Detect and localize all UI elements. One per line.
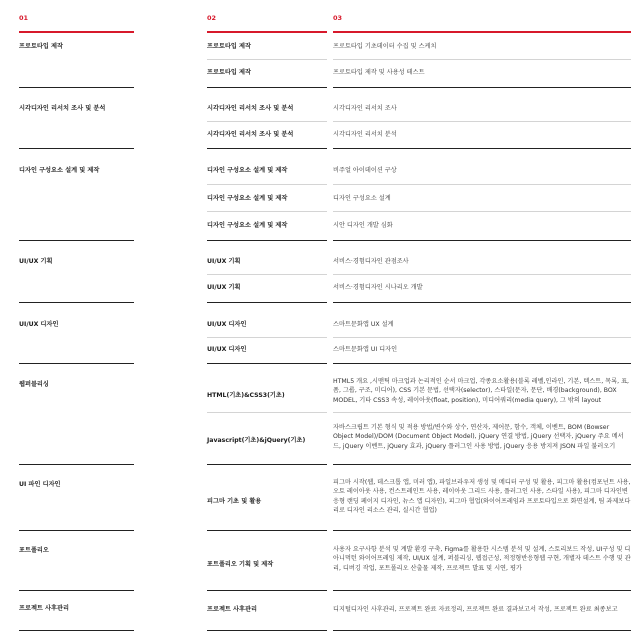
subcategory-divider bbox=[207, 302, 327, 303]
header-rule-03 bbox=[333, 31, 631, 33]
detail-item: 디자인 구성요소 설계 bbox=[333, 195, 391, 202]
category-divider bbox=[19, 87, 134, 88]
category-divider bbox=[19, 363, 134, 364]
subcategory-divider bbox=[207, 337, 327, 338]
detail-item: 스마트문화앱 UX 설계 bbox=[333, 321, 394, 328]
category-divider bbox=[19, 530, 134, 531]
category-divider bbox=[19, 240, 134, 241]
detail-item: 시안 디자인 개발 심화 bbox=[333, 222, 393, 229]
detail-divider bbox=[333, 211, 631, 212]
detail-divider bbox=[333, 630, 631, 631]
header-01: 01 bbox=[19, 14, 29, 22]
header-rule-01 bbox=[19, 31, 134, 33]
header-03: 03 bbox=[333, 14, 343, 22]
subcategory-divider bbox=[207, 363, 327, 364]
detail-divider bbox=[333, 464, 631, 465]
subcategory-divider bbox=[207, 121, 327, 122]
category-item: 프로토타입 제작 bbox=[19, 43, 63, 50]
detail-divider bbox=[333, 412, 631, 413]
detail-item: HTML5 개요 ,시맨틱 마크업과 논리적인 순서 마크업, 각종요소활용(블록 레벨,인라인, 기본, 텍스트, 목록, 표, 폼, 그룹, 구조, 미디어), CSS 기본 문법, 선택자(selector), 스타일(문자, 문단, 배경(background), BOX MODEL, 기타 CSS3 속성, 레이아웃(float, position), 미디어쿼리(media query), 그 밖의 layout bbox=[333, 378, 630, 404]
subcategory-divider bbox=[207, 630, 327, 631]
subcategory-item: 프로토타입 제작 bbox=[207, 43, 251, 50]
detail-divider bbox=[333, 363, 631, 364]
subcategory-item: UI/UX 기획 bbox=[207, 258, 241, 265]
category-item: 프로젝트 사후관리 bbox=[19, 605, 69, 612]
detail-divider bbox=[333, 184, 631, 185]
detail-divider bbox=[333, 274, 631, 275]
subcategory-item: 포트폴리오 기획 및 제작 bbox=[207, 561, 274, 568]
category-item: UI 파인 디자인 bbox=[19, 481, 61, 488]
detail-item: 스마트문화앱 UI 디자인 bbox=[333, 346, 398, 353]
subcategory-divider bbox=[207, 184, 327, 185]
detail-item: 서비스·경험디자인 시나리오 개발 bbox=[333, 284, 423, 291]
detail-divider bbox=[333, 590, 631, 591]
subcategory-divider bbox=[207, 590, 327, 591]
category-divider bbox=[19, 630, 134, 631]
detail-item: 자바스크립트 기본 형식 및 적용 방법/변수와 상수, 연산자, 제어문, 함수, 객체, 이벤트, BOM (Bowser Object Model)/DOM (Document Object Model), jQuery 연결 방법, jQuery 선택자, jQuery 주요 메서드, jQuery 이벤트, jQuery 효과, jQuery 플러그인 사용 방법, jQuery 응용 방지져 JSON 파일 불러오기 bbox=[333, 424, 624, 450]
header-02: 02 bbox=[207, 14, 217, 22]
subcategory-item: 시각디자인 리서치 조사 및 분석 bbox=[207, 131, 294, 138]
detail-item: 서비스·경험디자인 관점조사 bbox=[333, 258, 409, 265]
header-rule-02 bbox=[207, 31, 327, 33]
detail-divider bbox=[333, 59, 631, 60]
detail-item: 시각디자인 리서치 분석 bbox=[333, 131, 397, 138]
detail-divider bbox=[333, 302, 631, 303]
subcategory-item: 디자인 구성요소 설계 및 제작 bbox=[207, 195, 288, 202]
subcategory-divider bbox=[207, 274, 327, 275]
subcategory-divider bbox=[207, 412, 327, 413]
subcategory-item: 프로토타입 제작 bbox=[207, 69, 251, 76]
detail-item: 사용자 요구사항 분석 및 계발 환경 구축, Figma를 활용한 시스템 분석 및 설계, 스토리보드 작성, UI구성 및 디 아니먹턴 와이어프레임 제작, UI/UX 설계, 퍼블리싱, 웹접근성, 적정형반응형웹 구현, 개별자 데스트 수행 및 관리, 디버깅 작업, 포트폴리오 산출물 제작, 프로젝트 발표 및 시연, 평가 bbox=[333, 546, 631, 572]
subcategory-divider bbox=[207, 148, 327, 149]
category-divider bbox=[19, 590, 134, 591]
detail-item: 비주얼 아이데이션 구상 bbox=[333, 167, 397, 174]
subcategory-item: 디자인 구성요소 설계 및 제작 bbox=[207, 222, 288, 229]
detail-divider bbox=[333, 121, 631, 122]
subcategory-item: Javascript(기초)&jQuery(기초) bbox=[207, 437, 306, 444]
subcategory-item: UI/UX 디자인 bbox=[207, 346, 247, 353]
subcategory-item: 디자인 구성요소 설계 및 제작 bbox=[207, 167, 288, 174]
detail-item: 프로토타입 제작 및 사용성 테스트 bbox=[333, 69, 425, 76]
category-item: 디자인 구성요소 설계 및 제작 bbox=[19, 167, 100, 174]
category-item: 웹퍼블리싱 bbox=[19, 381, 49, 388]
detail-divider bbox=[333, 337, 631, 338]
subcategory-item: UI/UX 기획 bbox=[207, 284, 241, 291]
detail-item: 프로토타입 기초데이터 수집 및 스케치 bbox=[333, 43, 437, 50]
detail-item: 피그마 시작(웹, 데스크톱 앱, 미러 앱), 파일브라우저 생성 및 메디터 구성 및 활용, 피그마 활용(컴포넌트 사용, 오토 레이아웃 사용, 컨스트레인트 사용, 레이아웃 그리드 사용, 플러그인 사용, 스타일 사용), 피그마 디자인변 응형 랜딩 페이지 디자인, 뉴스 앱 디자인), 피그마 협업(와이어프레임과 프로토타입으로 화면설계, 팀 과제보다 리로 디자인 리소스 관리, 실시간 협업) bbox=[333, 479, 631, 515]
category-divider bbox=[19, 464, 134, 465]
category-item: 시각디자인 리서치 조사 및 분석 bbox=[19, 105, 106, 112]
subcategory-item: 시각디자인 리서치 조사 및 분석 bbox=[207, 105, 294, 112]
category-divider bbox=[19, 148, 134, 149]
category-divider bbox=[19, 302, 134, 303]
subcategory-divider bbox=[207, 530, 327, 531]
subcategory-divider bbox=[207, 464, 327, 465]
subcategory-divider bbox=[207, 87, 327, 88]
category-item: 포트폴리오 bbox=[19, 547, 49, 554]
detail-item: 디지털디자인 사후관리, 프로젝트 완료 자료정리, 프로젝트 완료 결과보고서 작성, 프로젝트 완료 최종보고 bbox=[333, 606, 618, 613]
subcategory-item: UI/UX 디자인 bbox=[207, 321, 247, 328]
category-item: UI/UX 디자인 bbox=[19, 321, 59, 328]
detail-divider bbox=[333, 530, 631, 531]
detail-divider bbox=[333, 240, 631, 241]
detail-item: 시각디자인 리서치 조사 bbox=[333, 105, 397, 112]
subcategory-divider bbox=[207, 211, 327, 212]
subcategory-item: 피그마 기초 및 활용 bbox=[207, 498, 262, 505]
detail-divider bbox=[333, 87, 631, 88]
subcategory-divider bbox=[207, 59, 327, 60]
subcategory-item: HTML(기초)&CSS3(기초) bbox=[207, 392, 285, 399]
subcategory-item: 프로젝트 사후관리 bbox=[207, 606, 257, 613]
subcategory-divider bbox=[207, 240, 327, 241]
category-item: UI/UX 기획 bbox=[19, 258, 53, 265]
detail-divider bbox=[333, 148, 631, 149]
